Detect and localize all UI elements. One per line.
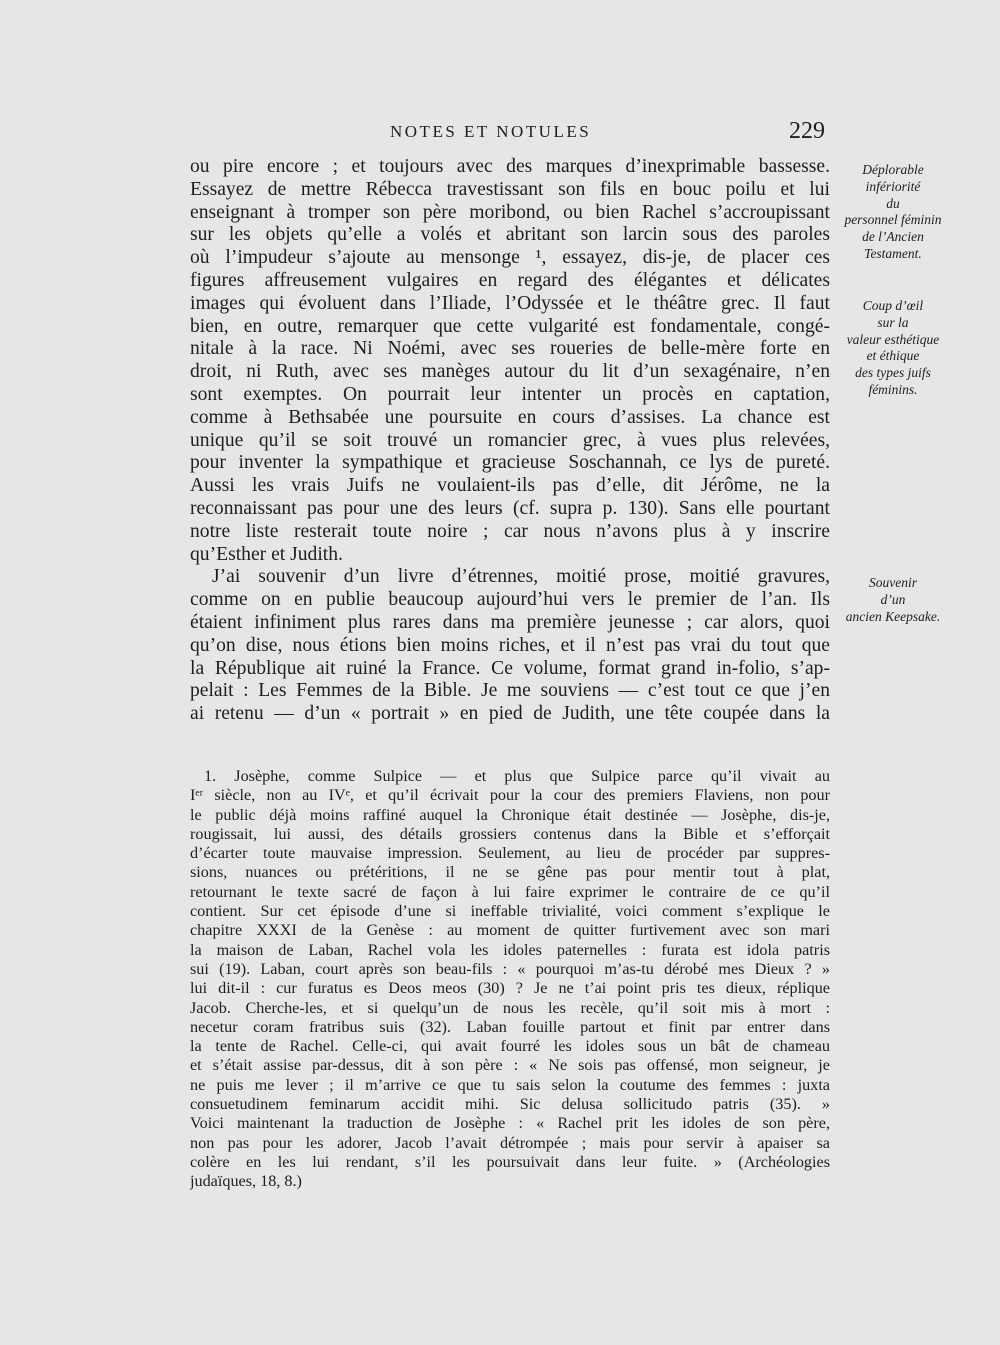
footnote-line: 1. Josèphe, comme Sulpice — et plus que Sulpice parce qu’il vivait au [204,767,830,785]
footnote-line: et s’était assise par-dessus, dit à son père : « Ne sois pas offensé, mon seigneur, je [190,1056,830,1075]
text-line: enseignant à tromper son père moribond, ou bien Rachel s’accroupissant [190,201,830,223]
text-line: pour inventer la sympathique et gracieuse Soschannah, ce lys de pureté. [190,452,830,474]
text-line: notre liste resterait toute noire ; car nous n’avons plus à y inscrire [190,520,830,542]
sidenote-coup-doeil [834,298,952,399]
sidenote-souvenir [834,575,952,625]
text-line: unique qu’il se soit trouvé un romancier grec, à vues plus relevées, [190,429,830,451]
footnote-line: ne puis me lever ; il m’arrive ce que tu sais selon la coutume des femmes : juxta [190,1075,830,1094]
sidenote-line: féminins. [868,381,918,397]
text-line: comme à Bethsabée une poursuite en cours d’assises. La chance est [190,406,830,428]
text-line: comme on en publie beaucoup aujourd’hui vers le premier de l’an. Ils [190,589,830,611]
text-line: sont exemptes. On pourrait leur intenter un procès en captation, [190,383,830,405]
sidenote-line: Testament. [864,245,922,261]
sidenote-line: personnel féminin [844,212,942,228]
running-title: NOTES ET NOTULES [390,122,592,141]
footnote-line: non pas pour les adorer, Jacob l’avait détrompée ; mais pour servir à apaiser sa [190,1133,830,1152]
footnote-line: sions, nuances ou prétéritions, il ne se gêne pas pour mentir tout à plat, [190,863,830,882]
text-line: bien, en outre, remarquer que cette vulgarité est fondamentale, congé- [190,315,830,337]
footnote-line: Jacob. Cherche-les, et si quelqu’un de nous les recèle, qu’il soit mis à mort : [190,998,830,1017]
sidenote-line: du [886,195,900,211]
footnote-line: necetur coram fratribus suis (32). Laban fouille partout et finit par entrer dans [190,1017,830,1036]
footnote-line: le public déjà moins raffiné auquel la Chronique était destinée — Josèphe, dis-je, [190,805,830,824]
sidenote-line: Coup d’œil [862,298,924,313]
footnote-line: chapitre XXXI de la Genèse : au moment de quitter furtivement avec son mari [190,921,830,940]
sidenote-line: Souvenir [869,575,917,590]
text-line: Essayez de mettre Rébecca travestissant son fils en bouc poilu et lui [190,178,830,200]
footnote-line: la maison de Laban, Rachel vola les idoles paternelles : furata est idola patris [190,940,830,959]
text-line: nitale à la race. Ni Noémi, avec ses roueries de belle-mère forte en [190,338,830,360]
sidenote-line: sur la [877,314,909,330]
text-line: figures affreusement vulgaires en regard des élégantes et délicates [190,269,830,291]
text-line: étaient infiniment plus rares dans ma première jeunesse ; car alors, quoi [190,611,830,633]
sidenote-line: d’un [880,591,906,607]
sidenote-line: Déplorable [862,162,924,177]
text-line: où l’impudeur s’ajoute au mensonge ¹, essayez, dis-je, de placer ces [190,247,830,269]
text-line: la République ait ruiné la France. Ce volume, format grand in-folio, s’ap- [190,657,830,679]
sidenote-line: de l’Ancien [862,229,924,245]
footnote-line: la tente de Rachel. Celle-ci, qui avait fourré les idoles sous un bât de chameau [190,1037,830,1056]
footnote-line: rougissait, lui aussi, des détails grossiers contenus dans la Bible et s’efforçait [190,824,830,843]
text-line: ai retenu — d’un « portrait » en pied de Judith, une tête coupée dans la [190,703,830,725]
text-line: pelait : Les Femmes de la Bible. Je me souviens — c’est tout ce que j’en [190,680,830,702]
sidenote-line: et éthique [866,348,920,364]
text-line: Aussi les vrais Juifs ne voulaient-ils pas d’elle, dit Jérôme, ne la [190,475,830,497]
page-number: 229 [789,118,825,144]
text-line: qu’Esther et Judith. [190,543,343,565]
text-line: ou pire encore ; et toujours avec des marques d’inexprimable bassesse. [190,156,830,177]
footnote-line: Voici maintenant la traduction de Josèphe : « Rachel prit les idoles de son père, [190,1114,830,1133]
text-line: sur les objets qu’elle a volés et abritant son larcin sous des paroles [190,224,830,246]
footnote-line: lui dit-il : cur furatus es Deos meos (30) ? Je ne t’ai point pris tes dieux, réplique [190,979,830,998]
footnote-line: judaïques, 18, 8.) [190,1172,302,1191]
text-line: reconnaissant pas pour une des leurs (cf. supra p. 130). Sans elle pourtant [190,497,830,519]
sidenote-line: valeur esthétique [846,331,940,347]
sidenote-line: ancien Keepsake. [845,608,941,624]
sidenote-line: des types juifs [855,365,931,381]
text-line: J’ai souvenir d’un livre d’étrennes, moitié prose, moitié gravures, [212,566,830,588]
footnote-line: retournant le texte sacré de façon à lui faire exprimer le contraire de ce qu’il [190,882,830,901]
footnote-line: sui (19). Laban, court après son beau-fils : « pourquoi m’as-tu dérobé mes Dieux ? » [190,959,830,978]
footnotes [190,767,830,1192]
footnote-line: consuetudinem feminarum accidit mihi. Sic delusa sollicitudo patris (35). » [190,1095,830,1114]
footnote-line: contient. Sur cet épisode d’une si ineffable trivialité, voici comment s’explique le [190,902,830,921]
main-text [190,156,830,726]
sidenote-line: infériorité [865,178,921,194]
text-line: qu’on dise, nous étions bien moins riches, et il n’est pas vrai du tout que [190,634,830,656]
sidenote-deplorable [834,162,952,263]
footnote-line: colère en les lui rendant, s’il les poursuivait dans leur fuite. » (Archéologies [190,1152,830,1171]
text-line: images qui évoluent dans l’Iliade, l’Odyssée et le théâtre grec. Il faut [190,292,830,314]
text-line: droit, ni Ruth, avec ses manèges autour du lit d’un sexagénaire, n’en [190,361,830,383]
footnote-line: Iᵉʳ siècle, non au IVᵉ, et qu’il écrivait pour la cour des premiers Flaviens, non pour [190,786,830,805]
footnote-line: d’écarter toute mauvaise impression. Seulement, au lieu de procéder par suppres- [190,844,830,863]
page-header [190,118,830,148]
